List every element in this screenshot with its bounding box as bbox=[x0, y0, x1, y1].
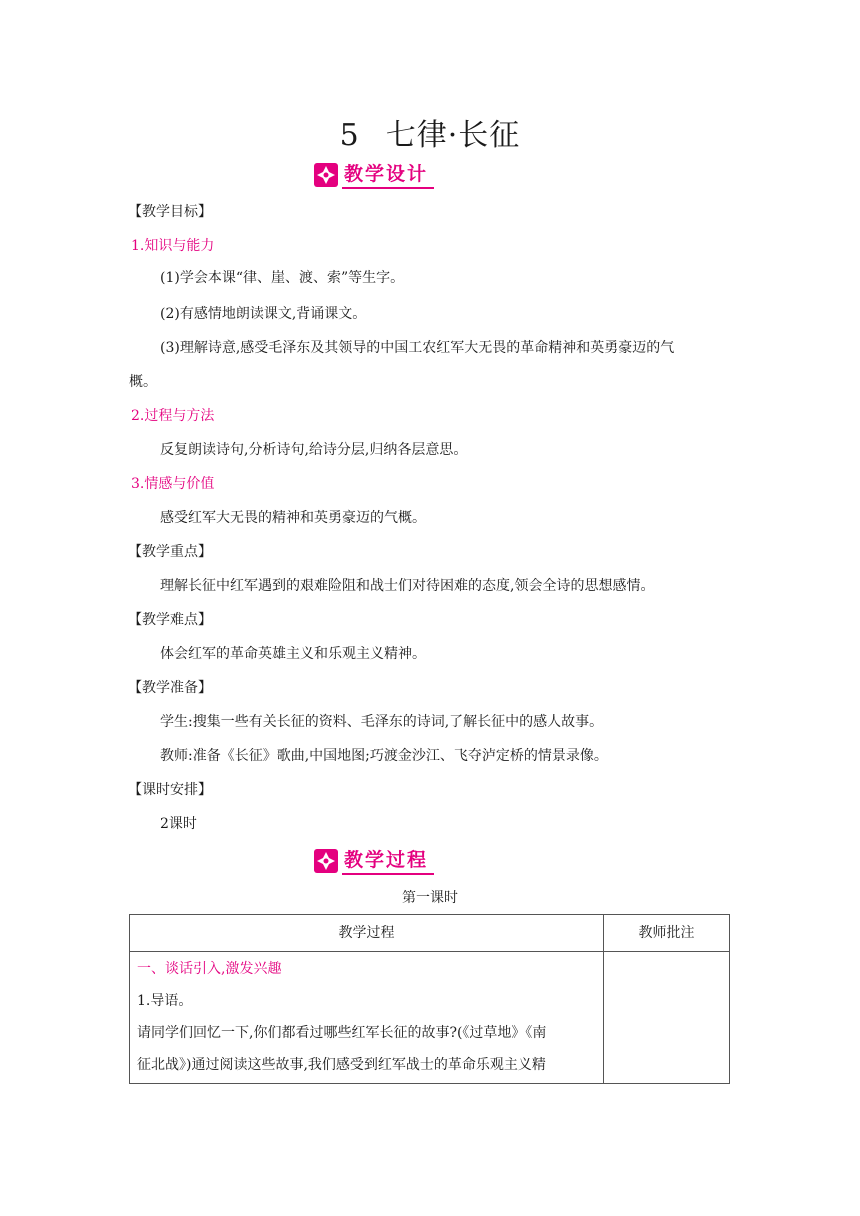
step-text: 请同学们回忆一下,你们都看过哪些红军长征的故事?(《过草地》《南 bbox=[137, 1025, 547, 1041]
column-header-process: 教学过程 bbox=[338, 925, 395, 941]
lesson-name: 七律·长征 bbox=[385, 118, 521, 153]
process-banner bbox=[314, 848, 434, 874]
table-header-divider bbox=[130, 951, 729, 952]
key-text: 理解长征中红军遇到的艰难险阻和战士们对待困难的态度,领会全诗的思想感情。 bbox=[160, 578, 655, 594]
prep-heading: 【教学准备】 bbox=[128, 680, 212, 696]
key-heading: 【教学重点】 bbox=[128, 544, 212, 560]
lesson-title bbox=[0, 110, 860, 154]
section-logo-icon bbox=[314, 849, 338, 873]
design-banner-label: 教学设计 bbox=[342, 162, 434, 189]
schedule-heading: 【课时安排】 bbox=[128, 782, 212, 798]
goal2-text: 反复朗读诗句,分析诗句,给诗分层,归纳各层意思。 bbox=[160, 442, 468, 458]
section-heading: 一、谈话引入,激发兴趣 bbox=[137, 961, 282, 977]
lesson-period-title: 第一课时 bbox=[402, 890, 458, 906]
design-banner bbox=[314, 162, 434, 188]
goal3-title: 3.情感与价值 bbox=[131, 476, 215, 492]
goal1-title: 1.知识与能力 bbox=[131, 238, 215, 254]
goals-heading: 【教学目标】 bbox=[128, 204, 212, 220]
step-text: 征北战》)通过阅读这些故事,我们感受到红军战士的革命乐观主义精 bbox=[137, 1057, 546, 1073]
difficult-heading: 【教学难点】 bbox=[128, 612, 212, 628]
column-header-notes: 教师批注 bbox=[638, 925, 695, 941]
goal1-item-continued: 概。 bbox=[129, 374, 157, 390]
difficult-text: 体会红军的革命英雄主义和乐观主义精神。 bbox=[160, 646, 426, 662]
goal3-text: 感受红军大无畏的精神和英勇豪迈的气概。 bbox=[160, 510, 426, 526]
goal1-item: (2)有感情地朗读课文,背诵课文。 bbox=[160, 306, 367, 322]
goal2-title: 2.过程与方法 bbox=[131, 408, 215, 424]
lesson-number: 5 bbox=[339, 118, 360, 153]
step-item: 1.导语。 bbox=[137, 993, 193, 1009]
goal1-item: (3)理解诗意,感受毛泽东及其领导的中国工农红军大无畏的革命精神和英勇豪迈的气 bbox=[160, 340, 675, 356]
prep-teacher: 教师:准备《长征》歌曲,中国地图;巧渡金沙江、飞夺泸定桥的情景录像。 bbox=[160, 748, 608, 764]
goal1-item: (1)学会本课“律、崖、渡、索”等生字。 bbox=[160, 270, 405, 286]
section-logo-icon bbox=[314, 163, 338, 187]
process-table bbox=[129, 914, 730, 1084]
prep-student: 学生:搜集一些有关长征的资料、毛泽东的诗词,了解长征中的感人故事。 bbox=[160, 714, 604, 730]
process-banner-label: 教学过程 bbox=[342, 848, 434, 875]
schedule-text: 2课时 bbox=[160, 816, 197, 832]
